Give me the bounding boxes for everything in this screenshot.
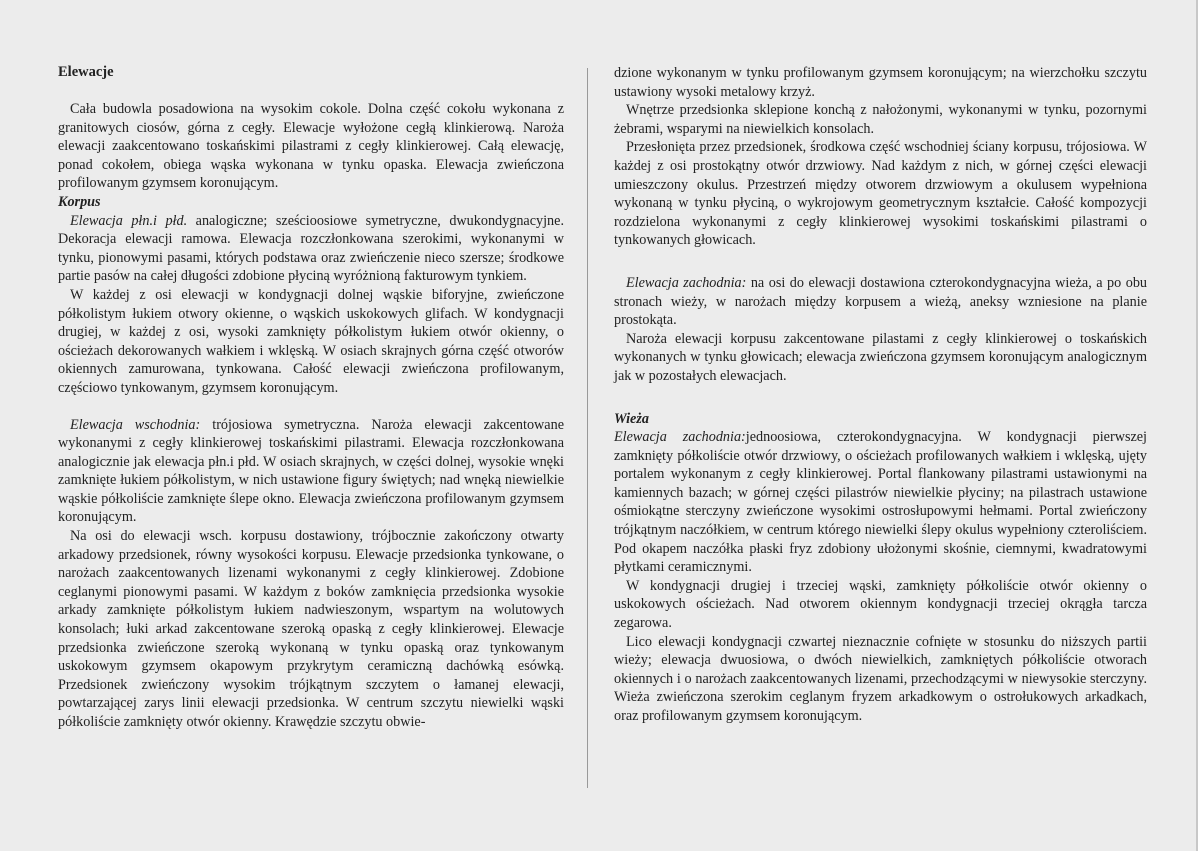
section-heading: Elewacje (58, 64, 114, 80)
east-paragraph-2: Na osi do elewacji wsch. korpusu dostawiony, trójbocznie zakończony otwarty arkadowy przedsionek, równy wysokości korpusu. Elewacje przedsionka tynkowane, o narożach zaakcentowanych lizenami wykonanymi z cegły klinkierowej. Zdobione ceglanymi pionowymi pasami. W każdym z boków zamknięcia przedsionka wysokie arkady zamknięte półkolistym łukiem nadwieszonym, wspartym na wolutowych konsolach; łuki arkad zakcentowane szeroką opaską z cegły klinkierowej. Elewacje przedsionka zwieńczone szeroką wykonaną w tynku opaską oraz tynkowanym uskokowym gzymsem okapowym przykrytym ceramiczną dachówką esówką. Przedsionek zwieńczony wysokim trójkątnym szczytem o łamanej elewacji, powtarzającej zarys linii elewacji przedsionka. W centrum szczytu niewielki wąski półkoliście zamknięty otwór okienny. Krawędzie szczytu obwie- (58, 528, 564, 730)
west-paragraph-2: Naroża elewacji korpusu zakcentowane pilastami z cegły klinkierowej o toskańskich wykonanych w tynku głowicach; elewacja zwieńczona gzymsem koronującym analogicznym jak w pozostałych elewacjach. (614, 330, 1147, 384)
east-label: Elewacja wschodnia: (70, 416, 201, 433)
tower-text: jednoosiowa, czterokondygnacyjna. W kondygnacji pierwszej zamknięty półkoliście otwór drzwiowy, o ościeżach profilowanych wałkiem i wklęską, ujęty portalem wykonanym z cegły klinkierowej. Portal flankowany pilastrami ustawionymi na kamiennych bazach; w górnej części pilastrów niewielkie płyciny; na pilastrach ustawione ośmiokątne sterczyny zwieńczone wysokimi ostrosłupowymi hełmami. Portal zwieńczony trójkątnym naczółkiem, w centrum którego niewielki ślepy okulus wypełniony czteroliściem. Pod okapem naczółka płaski fryz zdobiony ułożonymi skośnie, ciemnymi, kwadratowymi płytkami ceramicznymi. (614, 429, 1148, 576)
left-column (58, 62, 564, 732)
right-column (614, 64, 1147, 726)
west-text: na osi do elewacji dostawiona czterokondygnacyjna wieża, a po obu stronach wieży, w narożach między korpusem a wieżą, aneksy wzniesione na planie prostokąta. (614, 274, 1148, 329)
tower-paragraph-3: Lico elewacji kondygnacji czwartej nieznacznie cofnięte w stosunku do niższych partii wieży; elewacja dwuosiowa, o dwóch niewielkich, zamkniętych półkoliście otworach okiennych i o narożach zaakcentowanych lizenami, przechodzącymi w niewysokie sterczyny. Wieża zwieńczona szerokim ceglanym fryzem arkadkowym o ostrołukowych arkadkach, oraz profilowanym gzymsem koronującym. (614, 633, 1147, 724)
vestibule-paragraph: Wnętrze przedsionka sklepione konchą z nałożonymi, wykonanymi w tynku, pozornymi żebrami, wsparymi na niewielkich konsolach. (614, 102, 1147, 137)
tower-label: Elewacja zachodnia: (614, 429, 746, 446)
korpus-heading: Korpus (58, 193, 101, 210)
intro-paragraph: Cała budowla posadowiona na wysokim cokole. Dolna część cokołu wykonana z granitowych ciosów, górna z cegły. Elewacje wyłożone cegłą klinkierową. Naroża elewacji zaakcentowano toskańskimi pilastrami z cegły klinkierowej. Całą elewację, ponad cokołem, obiega wąska wykonana w tynku opaska. Elewacja zwieńczona profilowanym gzymsem koronującym. (58, 101, 564, 192)
tower-paragraph-2: W kondygnacji drugiej i trzeciej wąski, zamknięty półkoliście otwór okienny o uskokowych ościeżach. Nad otworem okiennym kondygnacji trzeciej okrągła tarcza zegarowa. (614, 577, 1147, 632)
korpus-label: Elewacja płn.i płd. (70, 212, 188, 229)
east-paragraph-1 (58, 416, 564, 528)
tower-heading: Wieża (614, 410, 649, 427)
east-wall-paragraph: Przesłonięta przez przedsionek, środkowa część wschodniej ściany korpusu, trójosiowa. W każdej z osi prostokątny otwór drzwiowy. Nad każdym z nich, w górnej części elewacji umieszczony okulus. Przestrzeń między otworem drzwiowym a okulusem wypełniona wykonaną w tynku płyciną, o wykrojowym geometrycznym kształcie. Całość kompozycji rozdzielona wykonanymi z cegły klinkierowej wysokimi toskańskimi pilastrami o tynkowanych głowicach. (614, 139, 1147, 249)
tower-paragraph-1 (614, 428, 1147, 577)
column-divider (587, 68, 588, 788)
korpus-paragraph-1 (58, 212, 564, 286)
east-text: trójosiowa symetryczna. Naroża elewacji zakcentowane wykonanymi z cegły klinkierowej toskańskimi pilastrami. Elewacja rozczłonkowana analogicznie jak elewacja płn.i płd. W osiach skrajnych, w części dolnej, wysokie wnęki zamknięte łukiem półkolistym, w nich ustawione figury świętych; nad wnęką niewielkie wąskie półkoliście zamknięte ślepe okno. Elewacja zwieńczona profilowanym gzymsem koronującym. (58, 416, 564, 526)
continuation-paragraph: dzione wykonanym w tynku profilowanym gzymsem koronującym; na wierzchołku szczytu ustawiony wysoki metalowy krzyż. (614, 65, 1147, 100)
korpus-paragraph-2: W każdej z osi elewacji w kondygnacji dolnej wąskie biforyjne, zwieńczone półkolistym łukiem otwory okienne, o wąskich uskokowych glifach. W kondygnacji drugiej, w każdej z osi, wysoki zamknięty półkolistym łukiem otwór okienny, o ościeżach dekorowanych wałkiem i wklęską. W osiach skrajnych górna część otworów okiennych zamurowana, tynkowana. Całość elewacji zwieńczona profilowanym, częściowo tynkowanym, gzymsem koronującym. (58, 286, 564, 396)
west-label: Elewacja zachodnia: (626, 274, 747, 291)
korpus-text: analogiczne; sześcioosiowe symetryczne, dwukondygnacyjne. Dekoracja elewacji ramowa. Elewacja rozczłonkowana szerokimi, wykonanymi w tynku, pionowymi pasami, których podstawa oraz zwieńczenie nieco szersze; środkowe partie pasów na całej długości zdobione płyciną wyróżnioną fakturowym tynkiem. (58, 212, 564, 285)
west-paragraph-1 (614, 274, 1147, 330)
